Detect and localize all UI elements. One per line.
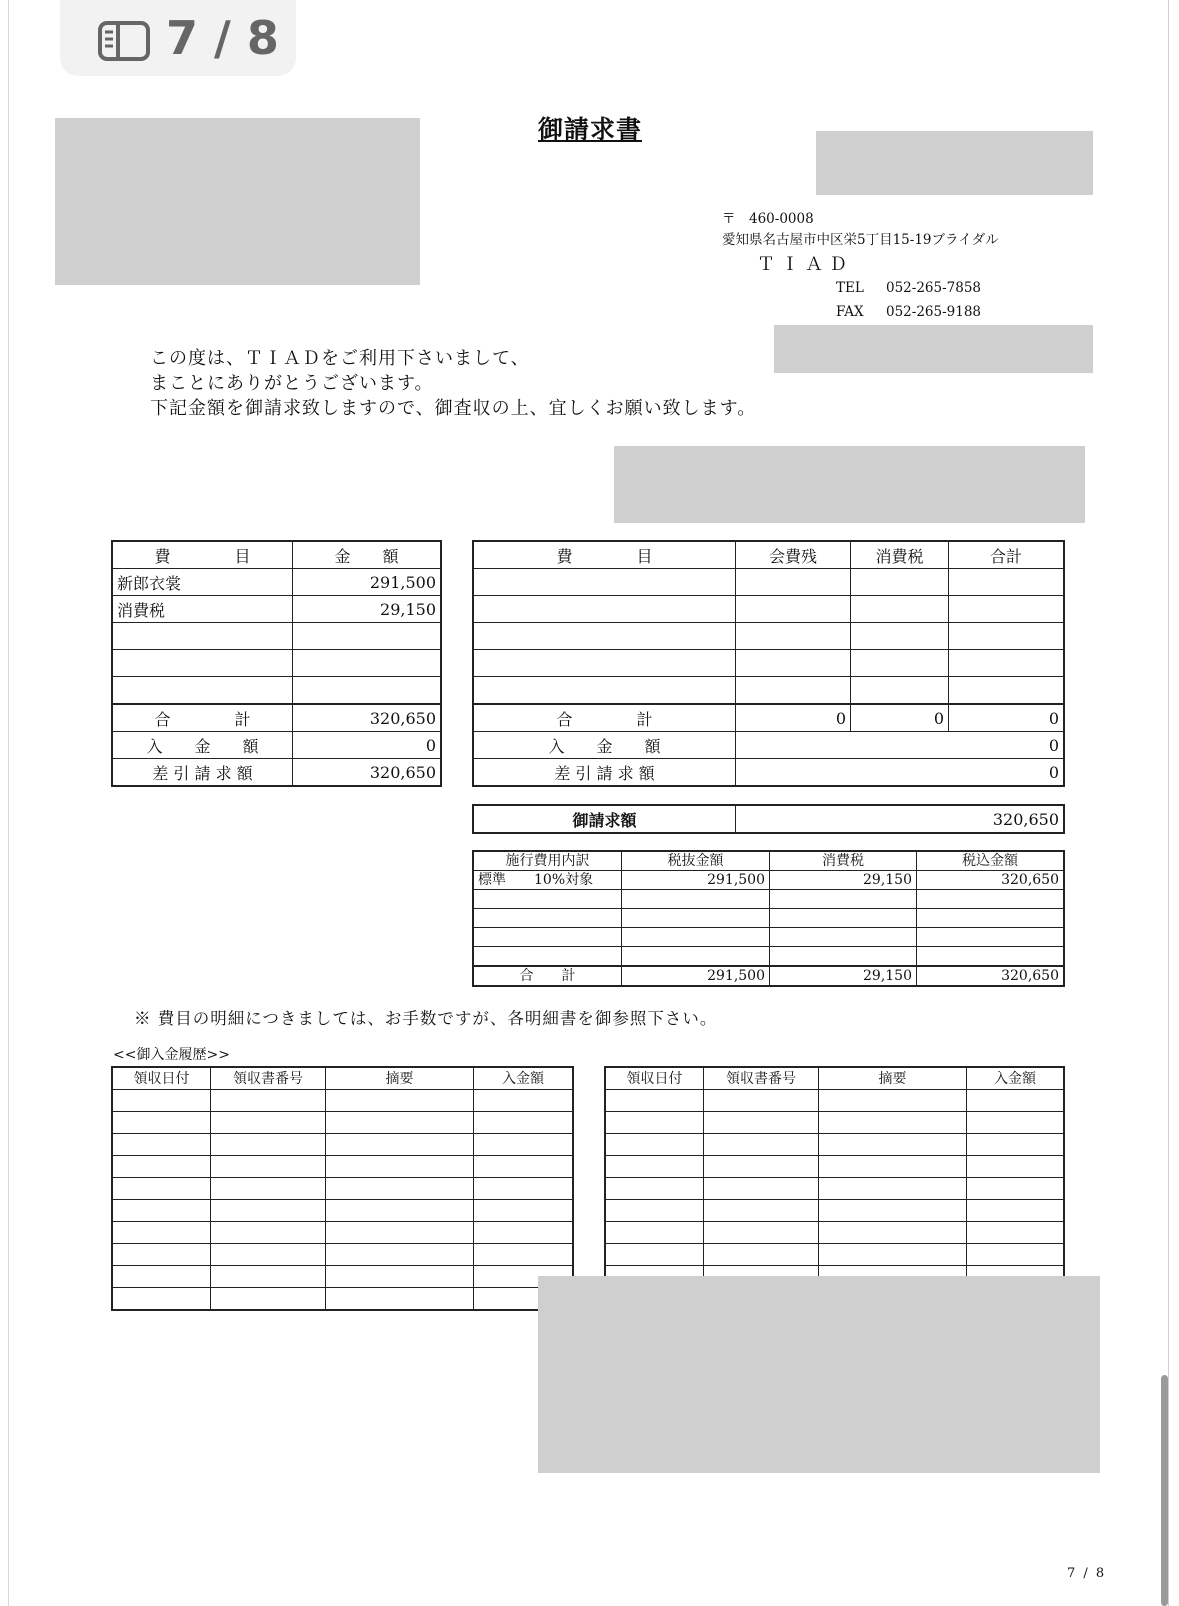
empty-cell: [326, 1090, 474, 1112]
table-header-row: [474, 852, 1064, 871]
header-cell: 費 目: [113, 542, 293, 569]
header-cell: 金 額: [293, 542, 441, 569]
empty-cell: [704, 1244, 819, 1266]
empty-cell: [819, 1090, 967, 1112]
empty-cell: [326, 1288, 474, 1310]
company-name: ＴＩＡＤ: [757, 254, 853, 275]
tax-total-net: 291,500: [622, 966, 770, 986]
table-row: [113, 1156, 573, 1178]
empty-cell: [113, 1288, 211, 1310]
balance-amount: 0: [736, 759, 1064, 786]
empty-cell: [967, 1090, 1064, 1112]
invoice-total-row: [474, 806, 1064, 833]
redacted-block-bottom: [538, 1276, 1100, 1473]
header-cell: 領収書番号: [211, 1068, 326, 1090]
empty-cell: [474, 596, 736, 623]
payment-history-table-left: [112, 1067, 573, 1310]
table-row: [606, 1178, 1064, 1200]
detail-note: ※ 費目の明細につきましては、お手数ですが、各明細書を御参照下さい。: [134, 1009, 718, 1028]
empty-cell: [211, 1266, 326, 1288]
table-row: [474, 928, 1064, 947]
empty-cell: [474, 890, 622, 909]
fax-label: FAX: [836, 304, 864, 320]
table-row: [113, 1266, 573, 1288]
header-cell: 消費税: [851, 542, 949, 569]
page-indicator-text: 7 / 8: [166, 11, 279, 65]
table-row: [474, 596, 1064, 623]
empty-cell: [704, 1222, 819, 1244]
empty-cell: [917, 890, 1064, 909]
empty-cell: [704, 1112, 819, 1134]
empty-cell: [474, 1156, 573, 1178]
payment-history-label: <<御入金履歴>>: [113, 1047, 230, 1063]
empty-cell: [211, 1200, 326, 1222]
invoice-total-amount: 320,650: [736, 806, 1064, 833]
total-fee-balance: 0: [736, 704, 851, 732]
header-cell: 合計: [949, 542, 1064, 569]
tax-category: [474, 871, 622, 890]
empty-cell: [704, 1200, 819, 1222]
table-row: [474, 650, 1064, 677]
empty-cell: [851, 596, 949, 623]
balance-row: [474, 759, 1064, 786]
empty-cell: [606, 1156, 704, 1178]
empty-cell: [113, 1266, 211, 1288]
total-row: [113, 704, 441, 732]
empty-cell: [917, 947, 1064, 967]
item-amount: 29,150: [293, 596, 441, 623]
total-label: 合 計: [474, 704, 736, 732]
empty-cell: [851, 623, 949, 650]
empty-cell: [293, 677, 441, 705]
invoice-total-table: [473, 805, 1064, 833]
total-amount: 320,650: [293, 704, 441, 732]
empty-cell: [474, 1244, 573, 1266]
item-amount: 291,500: [293, 569, 441, 596]
empty-cell: [113, 1178, 211, 1200]
redacted-stamp: [774, 325, 1093, 373]
empty-cell: [949, 623, 1064, 650]
tax-category-rate: 10%対象: [534, 872, 594, 888]
table-header-row: [606, 1068, 1064, 1090]
table-row: [474, 909, 1064, 928]
header-cell: 領収日付: [606, 1068, 704, 1090]
postal-code: 〒 460-0008: [722, 211, 814, 227]
empty-cell: [474, 947, 622, 967]
empty-cell: [770, 909, 917, 928]
empty-cell: [211, 1156, 326, 1178]
empty-cell: [113, 1200, 211, 1222]
empty-cell: [819, 1222, 967, 1244]
header-cell: 摘要: [326, 1068, 474, 1090]
empty-cell: [326, 1244, 474, 1266]
redacted-date: [816, 131, 1093, 195]
empty-cell: [113, 1112, 211, 1134]
empty-cell: [917, 928, 1064, 947]
table-row: [606, 1200, 1064, 1222]
table-row: [113, 1090, 573, 1112]
table-header-row: [113, 542, 441, 569]
table-row: [113, 650, 441, 677]
balance-row: [113, 759, 441, 786]
table-row: [606, 1090, 1064, 1112]
empty-cell: [967, 1112, 1064, 1134]
greeting-line: 下記金額を御請求致しますので、御査収の上、宜しくお願い致します。: [150, 398, 757, 419]
empty-cell: [474, 1178, 573, 1200]
balance-amount: 320,650: [293, 759, 441, 786]
table-row: [113, 1178, 573, 1200]
empty-cell: [474, 1222, 573, 1244]
empty-cell: [736, 596, 851, 623]
empty-cell: [211, 1112, 326, 1134]
empty-cell: [967, 1222, 1064, 1244]
tax-row-standard: [474, 871, 1064, 890]
total-sum: 0: [949, 704, 1064, 732]
empty-cell: [113, 1222, 211, 1244]
empty-cell: [770, 947, 917, 967]
header-cell: 税抜金額: [622, 852, 770, 871]
empty-cell: [211, 1178, 326, 1200]
empty-cell: [326, 1222, 474, 1244]
empty-cell: [967, 1178, 1064, 1200]
empty-cell: [606, 1222, 704, 1244]
empty-cell: [113, 1244, 211, 1266]
header-cell: 領収日付: [113, 1068, 211, 1090]
empty-cell: [474, 1200, 573, 1222]
table-row: [606, 1244, 1064, 1266]
empty-cell: [967, 1134, 1064, 1156]
header-cell: 施行費用内訳: [474, 852, 622, 871]
empty-cell: [606, 1178, 704, 1200]
empty-cell: [704, 1134, 819, 1156]
balance-label: 差 引 請 求 額: [474, 759, 736, 786]
empty-cell: [736, 569, 851, 596]
empty-cell: [211, 1134, 326, 1156]
empty-cell: [622, 909, 770, 928]
empty-cell: [113, 650, 293, 677]
header-cell: 入金額: [474, 1068, 573, 1090]
empty-cell: [819, 1244, 967, 1266]
table-row: [474, 947, 1064, 967]
empty-cell: [736, 623, 851, 650]
empty-cell: [113, 1134, 211, 1156]
empty-cell: [474, 1134, 573, 1156]
empty-cell: [967, 1156, 1064, 1178]
empty-cell: [819, 1156, 967, 1178]
header-cell: 摘要: [819, 1068, 967, 1090]
table-row: [606, 1156, 1064, 1178]
tel-number: 052-265-7858: [886, 280, 982, 296]
item-name: 消費税: [113, 596, 293, 623]
table-row: [113, 1112, 573, 1134]
tax-total-gross: 320,650: [917, 966, 1064, 986]
header-cell: 領収書番号: [704, 1068, 819, 1090]
empty-cell: [606, 1112, 704, 1134]
empty-cell: [326, 1112, 474, 1134]
page-left-edge: [8, 0, 9, 1606]
empty-cell: [326, 1200, 474, 1222]
table-row: [113, 1288, 573, 1310]
invoice-total-label: 御請求額: [474, 806, 736, 833]
document-title: 御請求書: [537, 115, 642, 144]
vertical-scrollbar[interactable]: [1161, 1375, 1168, 1606]
empty-cell: [474, 1112, 573, 1134]
empty-cell: [474, 569, 736, 596]
empty-cell: [606, 1244, 704, 1266]
empty-cell: [736, 650, 851, 677]
empty-cell: [949, 596, 1064, 623]
table-row: [113, 1200, 573, 1222]
header-cell: 消費税: [770, 852, 917, 871]
empty-cell: [113, 1090, 211, 1112]
paid-amount: 0: [293, 732, 441, 759]
empty-cell: [622, 928, 770, 947]
empty-cell: [819, 1178, 967, 1200]
tax-total-label: 合 計: [474, 966, 622, 986]
empty-cell: [967, 1244, 1064, 1266]
item-name: 新郎衣裳: [113, 569, 293, 596]
empty-cell: [113, 623, 293, 650]
empty-cell: [211, 1090, 326, 1112]
net-amount: 291,500: [622, 871, 770, 890]
empty-cell: [736, 677, 851, 705]
paid-label: 入 金 額: [474, 732, 736, 759]
empty-cell: [474, 623, 736, 650]
charges-table: [112, 541, 441, 786]
empty-cell: [293, 650, 441, 677]
empty-cell: [474, 677, 736, 705]
empty-cell: [606, 1134, 704, 1156]
table-row: [113, 1222, 573, 1244]
gross-amount: 320,650: [917, 871, 1064, 890]
empty-cell: [113, 677, 293, 705]
empty-cell: [819, 1200, 967, 1222]
table-row: [113, 596, 441, 623]
empty-cell: [704, 1156, 819, 1178]
company-address: 愛知県名古屋市中区栄5丁目15-19ブライダル: [722, 232, 999, 248]
empty-cell: [622, 890, 770, 909]
sidebar-panel-icon[interactable]: [98, 18, 150, 58]
table-row: [606, 1222, 1064, 1244]
tax-total-tax: 29,150: [770, 966, 917, 986]
paid-row: [113, 732, 441, 759]
redacted-event-info: [614, 446, 1085, 523]
header-cell: 税込金額: [917, 852, 1064, 871]
empty-cell: [819, 1134, 967, 1156]
empty-cell: [967, 1200, 1064, 1222]
empty-cell: [606, 1200, 704, 1222]
table-row: [113, 677, 441, 705]
balance-label: 差 引 請 求 額: [113, 759, 293, 786]
total-label: 合 計: [113, 704, 293, 732]
empty-cell: [704, 1178, 819, 1200]
tax-amount: 29,150: [770, 871, 917, 890]
footer-page-number: 7 / 8: [1067, 1566, 1107, 1581]
greeting-text: [150, 346, 756, 421]
total-row: [474, 704, 1064, 732]
membership-fee-table: [473, 541, 1064, 786]
header-cell: 費 目: [474, 542, 736, 569]
empty-cell: [770, 928, 917, 947]
tax-breakdown-table: [473, 851, 1064, 986]
header-cell: 入金額: [967, 1068, 1064, 1090]
empty-cell: [326, 1134, 474, 1156]
empty-cell: [770, 890, 917, 909]
page-indicator[interactable]: [60, 0, 296, 76]
table-row: [474, 677, 1064, 705]
table-row: [113, 1244, 573, 1266]
empty-cell: [326, 1156, 474, 1178]
empty-cell: [113, 1156, 211, 1178]
empty-cell: [851, 569, 949, 596]
table-row: [113, 623, 441, 650]
paid-row: [474, 732, 1064, 759]
fax-number: 052-265-9188: [886, 304, 982, 320]
empty-cell: [851, 677, 949, 705]
header-cell: 会費残: [736, 542, 851, 569]
paid-label: 入 金 額: [113, 732, 293, 759]
empty-cell: [851, 650, 949, 677]
empty-cell: [474, 928, 622, 947]
empty-cell: [326, 1178, 474, 1200]
empty-cell: [949, 650, 1064, 677]
empty-cell: [819, 1112, 967, 1134]
table-header-row: [474, 542, 1064, 569]
table-row: [606, 1112, 1064, 1134]
empty-cell: [704, 1090, 819, 1112]
empty-cell: [211, 1244, 326, 1266]
paid-amount: 0: [736, 732, 1064, 759]
empty-cell: [949, 677, 1064, 705]
empty-cell: [293, 623, 441, 650]
table-row: [474, 569, 1064, 596]
empty-cell: [949, 569, 1064, 596]
tax-total-row: [474, 966, 1064, 986]
table-row: [113, 1134, 573, 1156]
table-header-row: [113, 1068, 573, 1090]
greeting-line: この度は、ＴＩＡＤをご利用下さいまして、: [150, 348, 530, 369]
page-right-edge: [1168, 0, 1169, 1606]
table-row: [474, 890, 1064, 909]
empty-cell: [211, 1222, 326, 1244]
tel-label: TEL: [836, 280, 864, 296]
table-row: [474, 623, 1064, 650]
table-row: [606, 1134, 1064, 1156]
empty-cell: [474, 909, 622, 928]
empty-cell: [211, 1288, 326, 1310]
greeting-line: まことにありがとうございます。: [150, 373, 434, 394]
total-tax: 0: [851, 704, 949, 732]
empty-cell: [474, 1090, 573, 1112]
redacted-recipient: [55, 118, 420, 285]
empty-cell: [622, 947, 770, 967]
tax-category-name: 標準: [478, 872, 506, 888]
empty-cell: [917, 909, 1064, 928]
empty-cell: [606, 1090, 704, 1112]
empty-cell: [474, 650, 736, 677]
payment-history-table-right: [605, 1067, 1064, 1288]
empty-cell: [326, 1266, 474, 1288]
table-row: [113, 569, 441, 596]
